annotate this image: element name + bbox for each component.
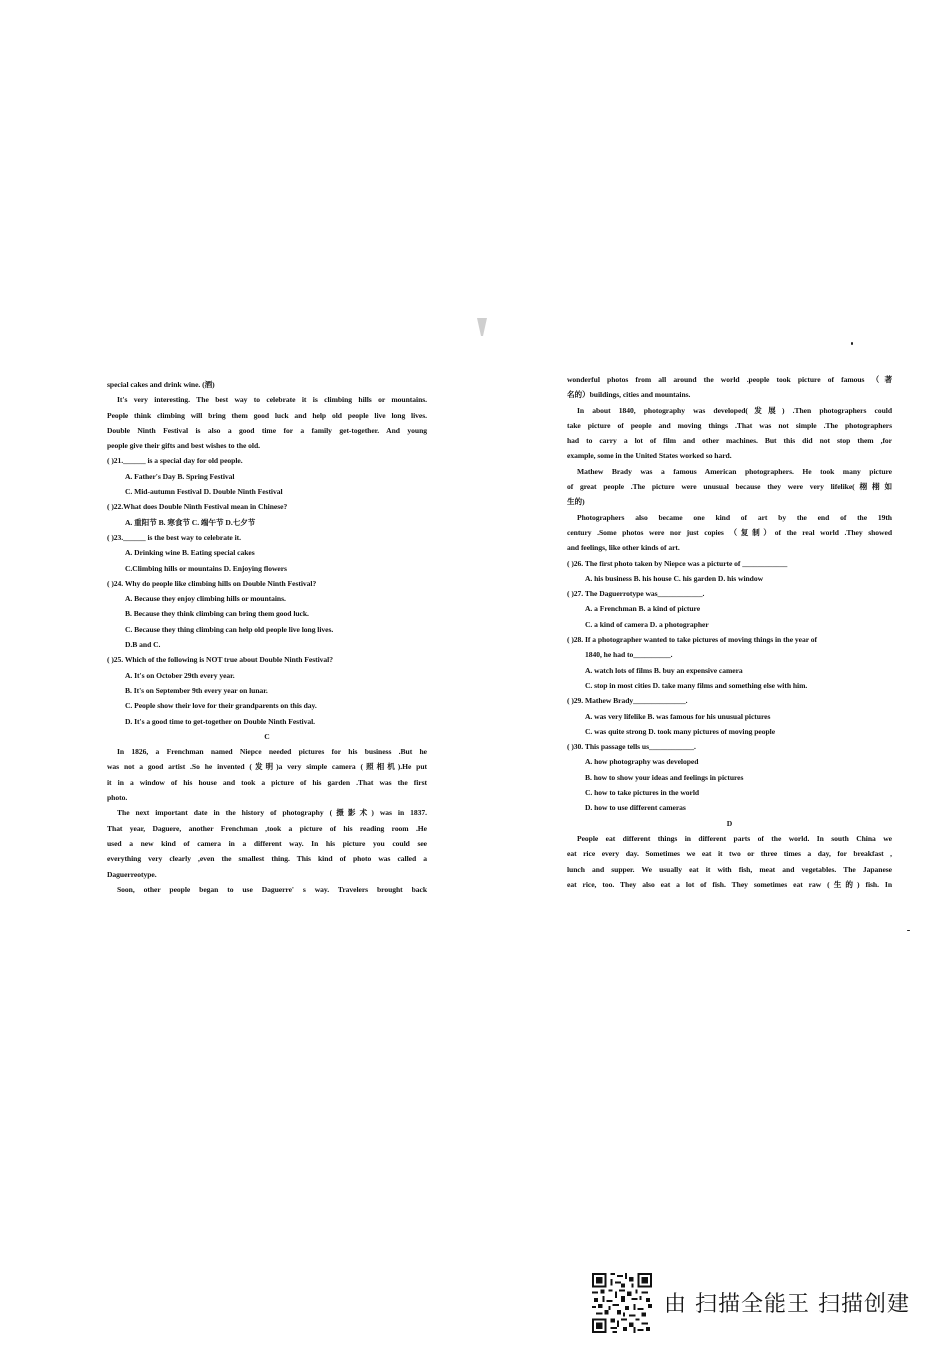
watermark-text: 由 扫描全能王 扫描创建 [664, 1292, 910, 1317]
question-24-option-c: C. Because they thing climbing can help old people live long lives. [125, 624, 334, 634]
question-21-options-c-d: C. Mid-autumn Festival D. Double Ninth Festival [125, 487, 283, 497]
question-26-options: A. his business B. his house C. his garden D. his window [585, 573, 764, 583]
question-23-options-c-d: C.Climbing hills or mountains D. Enjoying flowers [125, 563, 287, 573]
left-column [107, 377, 427, 897]
question-28: ( )28. If a photographer wanted to take pictures of moving things in the year of [567, 635, 817, 645]
scan-speck [851, 342, 853, 345]
scanner-watermark [592, 1273, 932, 1335]
question-28-options-a-b: A. watch lots of films B. buy an expensive camera [585, 665, 743, 675]
text-line: The next important date in the history of photography (摄影术) was in 1837. [117, 808, 427, 818]
question-27-options-a-b: A. a Frenchman B. a kind of picture [585, 604, 701, 614]
text-line: Mathew Brady was a famous American photographers. He took many picture [577, 466, 892, 476]
question-28-options-c-d: C. stop in most cities D. take many films and something else with him. [585, 680, 808, 690]
question-27: ( )27. The Daguerrotype was____________. [567, 589, 705, 599]
section-heading-d: D [726, 818, 733, 828]
section-heading-c: C [264, 731, 270, 741]
question-30-option-c: C. how to take pictures in the world [585, 788, 700, 798]
text-line: eat rice every day. Sometimes we eat it two or three times a day, for breakfast , [567, 849, 892, 859]
question-25-option-b: B. It's on September 9th every year on lunar. [125, 685, 268, 695]
text-line: of great people .The picture were unusual because they were very lifelike(栩栩如 [567, 482, 892, 492]
right-column [567, 372, 892, 892]
question-22-options: A. 重阳节 B. 寒食节 C. 端午节 D.七夕节 [125, 517, 256, 527]
question-30-option-b: B. how to show your ideas and feelings in pictures [585, 772, 744, 782]
question-23-options-a-b: A. Drinking wine B. Eating special cakes [125, 548, 255, 558]
text-line: eat rice, too. They also eat a lot of fish. They sometimes eat raw (生的) fish. In [567, 879, 892, 889]
question-30-option-d: D. how to use different cameras [585, 803, 686, 813]
question-30: ( )30. This passage tells us____________. [567, 742, 696, 752]
text-line: People think climbing will bring them good luck and help old people live long lives. [107, 410, 427, 420]
text-line: 生的) [567, 497, 585, 507]
question-28-continued: 1840, he had to__________. [585, 650, 673, 660]
text-line: was not a good artist .So he invented (发明)a very simple camera (照相机).He put [107, 762, 427, 772]
text-line: century .Some photos were nor just copies （复制）of the real world .They showed [567, 527, 892, 537]
text-line: In 1826, a Frenchman named Niepce needed pictures for his business .But he [117, 747, 427, 757]
question-29-options-c-d: C. was quite strong D. took many pictures of moving people [585, 726, 776, 736]
text-line: Photographers also became one kind of art by the end of the 19th [577, 512, 892, 522]
question-29-options-a-b: A. was very lifelike B. was famous for his unusual pictures [585, 711, 771, 721]
fold-mark-icon [476, 318, 488, 336]
text-line: In about 1840, photography was developed(发展) .Then photographers could [577, 405, 892, 415]
question-24-option-d: D.B and C. [125, 640, 161, 650]
qr-code-icon [592, 1273, 652, 1333]
text-line: and feelings, like other kinds of art. [567, 543, 680, 553]
question-21-options-a-b: A. Father's Day B. Spring Festival [125, 471, 235, 481]
question-24: ( )24. Why do people like climbing hills on Double Ninth Festival? [107, 578, 317, 588]
text-line: lunch and supper. We usually eat it with fish, meat and vegetables. The Japanese [567, 864, 892, 874]
text-line: example, some in the United States worked so hard. [567, 451, 732, 461]
text-line: take picture of people and moving things .That was not simple .The photographers [567, 420, 892, 430]
question-22: ( )22.What does Double Ninth Festival mean in Chinese? [107, 502, 288, 512]
text-line: Daguerreotype. [107, 869, 157, 879]
text-line: It's very interesting. The best way to celebrate it is climbing hills or mountains. [117, 395, 427, 405]
text-line: wonderful photos from all around the world .people took picture of famous （著 [567, 375, 892, 384]
text-line: everything very clearly ,even the smallest thing. This kind of photo was called a [107, 854, 427, 864]
question-29: ( )29. Mathew Brady______________. [567, 696, 688, 706]
text-line: People eat different things in different parts of the world. In south China we [577, 833, 892, 843]
question-25: ( )25. Which of the following is NOT true about Double Ninth Festival? [107, 655, 333, 665]
question-25-option-c: C. People show their love for their grandparents on this day. [125, 701, 317, 711]
text-line: it in a window of his house and took a picture of his garden .That was the first [107, 777, 427, 787]
question-23: ( )23.______ is the best way to celebrate it. [107, 532, 241, 542]
question-25-option-a: A. It's on October 29th every year. [125, 670, 235, 680]
question-27-options-c-d: C. a kind of camera D. a photographer [585, 619, 709, 629]
question-24-option-b: B. Because they think climbing can bring them good luck. [125, 609, 309, 619]
text-line: Double Ninth Festival is also a good time for a family get-together. And young [107, 425, 427, 435]
question-24-option-a: A. Because they enjoy climbing hills or mountains. [125, 594, 286, 604]
question-21: ( )21.______ is a special day for old people. [107, 456, 243, 466]
text-line: That year, Daguere, another Frenchman ,took a picture of his reading room .He [107, 823, 427, 833]
text-line: photo. [107, 793, 128, 803]
question-26: ( )26. The first photo taken by Niepce was a picturte of ____________ [567, 558, 788, 568]
scan-speck [907, 930, 910, 931]
text-line: had to carry a lot of film and other machines. But this did not stop them ,for [567, 436, 892, 446]
text-line: 名的）buildings, cities and mountains. [567, 390, 691, 400]
text-line: special cakes and drink wine. (酒) [107, 380, 215, 389]
text-line: used a new kind of camera in a different way. In his picture you could see [107, 838, 427, 848]
text-line: Soon, other people began to use Daguerre' s way. Travelers brought back [117, 884, 427, 894]
question-25-option-d: D. It's a good time to get-together on Double Ninth Festival. [125, 716, 316, 726]
question-30-option-a: A. how photography was developed [585, 757, 699, 767]
text-line: people give their gifts and best wishes to the old. [107, 441, 260, 451]
